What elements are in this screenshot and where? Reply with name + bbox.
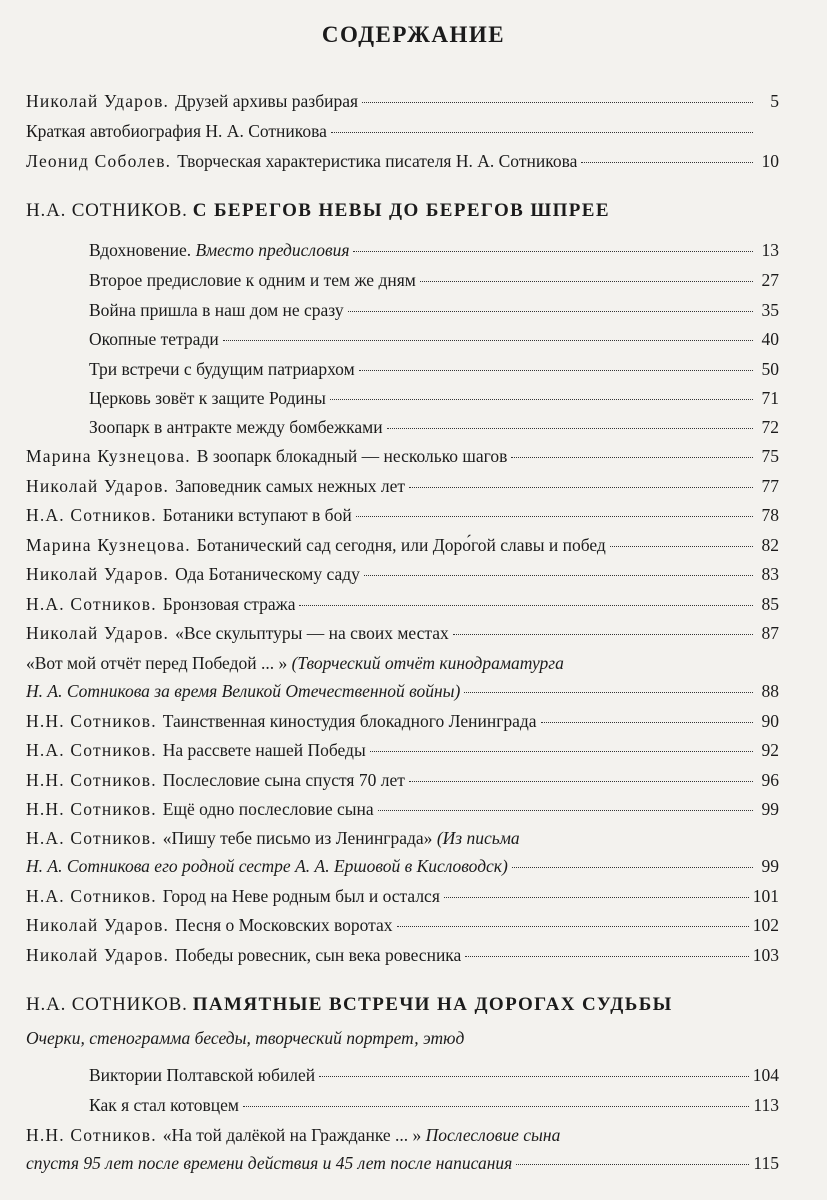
toc-entry[interactable] — [89, 237, 779, 263]
leader-dots — [223, 339, 753, 341]
entry-title: Творческая характеристика писателя Н. А. Сотникова — [177, 151, 578, 171]
page-number: 27 — [761, 270, 779, 290]
page-number: 77 — [761, 476, 779, 496]
toc-entry[interactable] — [89, 1062, 779, 1088]
entry-title: Победы ровесник, сын века ровесника — [175, 945, 462, 965]
section-title: ПАМЯТНЫЕ ВСТРЕЧИ НА ДОРОГАХ СУДЬБЫ — [192, 994, 673, 1015]
page-number: 99 — [761, 799, 779, 819]
entry-title: Три встречи с будущим патриархом — [89, 359, 355, 379]
toc-entry[interactable] — [89, 326, 779, 352]
page-number: 40 — [761, 329, 779, 349]
toc-entry-line2[interactable] — [26, 678, 779, 704]
toc-entry-line1[interactable] — [26, 1122, 779, 1148]
entry-title: Краткая автобиография Н. А. Сотникова — [26, 121, 327, 141]
entry-title: Зоопарк в антракте между бомбежками — [89, 417, 383, 437]
entry-title: Как я стал котовцем — [89, 1095, 239, 1115]
toc-entry[interactable] — [26, 591, 779, 617]
page-number: 78 — [761, 505, 779, 525]
entry-title: Ещё одно послесловие сына — [162, 799, 374, 819]
entry-title: Окопные тетради — [89, 329, 219, 349]
leader-dots — [420, 280, 753, 282]
entry-title: «Вот мой отчёт перед Победой ... » — [26, 653, 288, 673]
toc-entry[interactable] — [26, 148, 779, 174]
entry-author: Н.А. Сотников. — [26, 594, 157, 614]
entry-title: В зоопарк блокадный — несколько шагов — [196, 446, 508, 466]
entry-author: Николай Ударов. — [26, 91, 170, 111]
entry-title: Друзей архивы разбирая — [175, 91, 359, 111]
leader-dots — [378, 809, 753, 811]
entry-title: «Все скульптуры — на своих местах — [175, 623, 449, 643]
page-number: 13 — [761, 240, 779, 260]
leader-dots — [348, 310, 753, 312]
leader-dots — [409, 486, 753, 488]
entry-subtitle: Н. А. Сотникова за время Великой Отечественной войны) — [26, 681, 461, 701]
entry-title: Песня о Московских воротах — [175, 915, 393, 935]
page-number: 113 — [753, 1095, 779, 1115]
section-author: Н.А. СОТНИКОВ. — [26, 994, 188, 1015]
leader-dots — [610, 545, 753, 547]
page-number: 88 — [761, 681, 779, 701]
toc-entry[interactable] — [26, 942, 779, 968]
leader-dots — [444, 896, 749, 898]
entry-author: Н.А. Сотников. — [26, 740, 157, 760]
toc-entry[interactable] — [26, 708, 779, 734]
entry-author: Н.Н. Сотников. — [26, 711, 157, 731]
page-number: 10 — [761, 151, 779, 171]
page-number: 103 — [752, 945, 779, 965]
entry-author: Марина Кузнецова. — [26, 535, 191, 555]
entry-author: Леонид Соболев. — [26, 151, 172, 171]
toc-entry-line2[interactable] — [26, 853, 779, 879]
page-number: 35 — [761, 300, 779, 320]
page-number: 71 — [761, 388, 779, 408]
entry-author: Н.Н. Сотников. — [26, 799, 157, 819]
entry-title: Второе предисловие к одним и тем же дням — [89, 270, 416, 290]
entry-author: Николай Ударов. — [26, 623, 170, 643]
toc-entry[interactable] — [89, 267, 779, 293]
toc-entry[interactable] — [26, 502, 779, 528]
page-title: СОДЕРЖАНИЕ — [321, 22, 506, 47]
toc-entry[interactable] — [26, 561, 779, 587]
entry-title: Вдохновение. — [89, 240, 192, 260]
leader-dots — [512, 866, 753, 868]
leader-dots — [356, 515, 753, 517]
toc-entry[interactable] — [26, 737, 779, 763]
entry-subtitle: Вместо предисловия — [195, 240, 350, 260]
entry-subtitle: (Творческий отчёт кинодраматурга — [291, 653, 564, 673]
leader-dots — [362, 101, 753, 103]
entry-title: Город на Неве родным был и остался — [162, 886, 440, 906]
toc-entry[interactable] — [26, 912, 779, 938]
leader-dots — [364, 574, 753, 576]
toc-entry[interactable] — [26, 88, 779, 114]
leader-dots — [453, 633, 753, 635]
leader-dots — [465, 955, 748, 957]
leader-dots — [516, 1163, 749, 1165]
page-number: 115 — [753, 1153, 779, 1173]
entry-subtitle: спустя 95 лет после времени действия и 45 лет после написания — [26, 1153, 513, 1173]
leader-dots — [581, 161, 753, 163]
leader-dots — [331, 131, 753, 133]
page-number: 90 — [761, 711, 779, 731]
entry-author: Николай Ударов. — [26, 915, 170, 935]
page-number: 83 — [761, 564, 779, 584]
toc-entry[interactable] — [89, 414, 779, 440]
entry-title: Война пришла в наш дом не сразу — [89, 300, 344, 320]
leader-dots — [330, 398, 753, 400]
toc-entry[interactable] — [26, 473, 779, 499]
toc-entry[interactable] — [26, 443, 779, 469]
toc-entry[interactable] — [89, 356, 779, 382]
leader-dots — [409, 780, 753, 782]
page-number: 101 — [752, 886, 779, 906]
entry-author: Марина Кузнецова. — [26, 446, 191, 466]
page-number: 50 — [761, 359, 779, 379]
page-number: 102 — [752, 915, 779, 935]
entry-author: Николай Ударов. — [26, 564, 170, 584]
entry-subtitle: Н. А. Сотникова его родной сестре А. А. Ершовой в Кисловодск) — [26, 856, 508, 876]
page-number: 82 — [761, 535, 779, 555]
page-number: 5 — [770, 91, 779, 111]
toc-entry[interactable] — [26, 620, 779, 646]
toc-entry[interactable] — [89, 297, 779, 323]
entry-title: На рассвете нашей Победы — [162, 740, 366, 760]
leader-dots — [243, 1105, 749, 1107]
page-number: 99 — [761, 856, 779, 876]
page-number: 104 — [752, 1065, 779, 1085]
page-number: 87 — [761, 623, 779, 643]
entry-title: Заповедник самых нежных лет — [175, 476, 406, 496]
section-title: С БЕРЕГОВ НЕВЫ ДО БЕРЕГОВ ШПРЕЕ — [192, 200, 610, 221]
leader-dots — [370, 750, 753, 752]
toc-entry-line1[interactable] — [26, 650, 779, 676]
toc-entry[interactable] — [26, 883, 779, 909]
toc-entry[interactable] — [89, 385, 779, 411]
entry-subtitle: Послесловие сына — [425, 1125, 561, 1145]
entry-title: Послесловие сына спустя 70 лет — [162, 770, 405, 790]
section-author: Н.А. СОТНИКОВ. — [26, 200, 188, 221]
entry-author: Н.А. Сотников. — [26, 505, 157, 525]
page-number: 92 — [761, 740, 779, 760]
section-subtitle: Очерки, стенограмма беседы, творческий портрет, этюд — [26, 1028, 465, 1048]
leader-dots — [511, 456, 753, 458]
entry-title: Бронзовая стража — [162, 594, 296, 614]
section-heading — [26, 994, 786, 1016]
leader-dots — [299, 604, 753, 606]
entry-title: Ботаники вступают в бой — [162, 505, 352, 525]
entry-author: Н.А. Сотников. — [26, 828, 157, 848]
toc-entry[interactable] — [26, 767, 779, 793]
entry-author: Николай Ударов. — [26, 476, 170, 496]
entry-title: «На той далёкой на Гражданке ... » — [162, 1125, 422, 1145]
leader-dots — [353, 250, 753, 252]
leader-dots — [359, 369, 753, 371]
section-heading — [26, 200, 786, 222]
toc-entry-line1[interactable] — [26, 825, 779, 851]
entry-author: Н.Н. Сотников. — [26, 770, 157, 790]
entry-subtitle: (Из письма — [436, 828, 520, 848]
entry-title: Виктории Полтавской юбилей — [89, 1065, 316, 1085]
page-number: 96 — [761, 770, 779, 790]
leader-dots — [397, 925, 749, 927]
entry-author: Н.А. Сотников. — [26, 886, 157, 906]
leader-dots — [464, 691, 753, 693]
leader-dots — [541, 721, 753, 723]
page-number: 85 — [761, 594, 779, 614]
entry-author: Николай Ударов. — [26, 945, 170, 965]
entry-title: Ботанический сад сегодня, или Доро́гой славы и побед — [196, 535, 606, 555]
entry-title: Ода Ботаническому саду — [175, 564, 360, 584]
entry-title: Церковь зовёт к защите Родины — [89, 388, 326, 408]
entry-title: Таинственная киностудия блокадного Ленинграда — [162, 711, 537, 731]
toc-entry[interactable] — [89, 1092, 779, 1118]
page-number: 72 — [761, 417, 779, 437]
leader-dots — [319, 1075, 749, 1077]
toc-entry[interactable] — [26, 532, 779, 558]
entry-author: Н.Н. Сотников. — [26, 1125, 157, 1145]
page-number: 75 — [761, 446, 779, 466]
toc-entry[interactable] — [26, 118, 779, 144]
entry-title: «Пишу тебе письмо из Ленинграда» — [162, 828, 433, 848]
leader-dots — [387, 427, 753, 429]
toc-entry[interactable] — [26, 796, 779, 822]
toc-entry-line2[interactable] — [26, 1150, 779, 1176]
